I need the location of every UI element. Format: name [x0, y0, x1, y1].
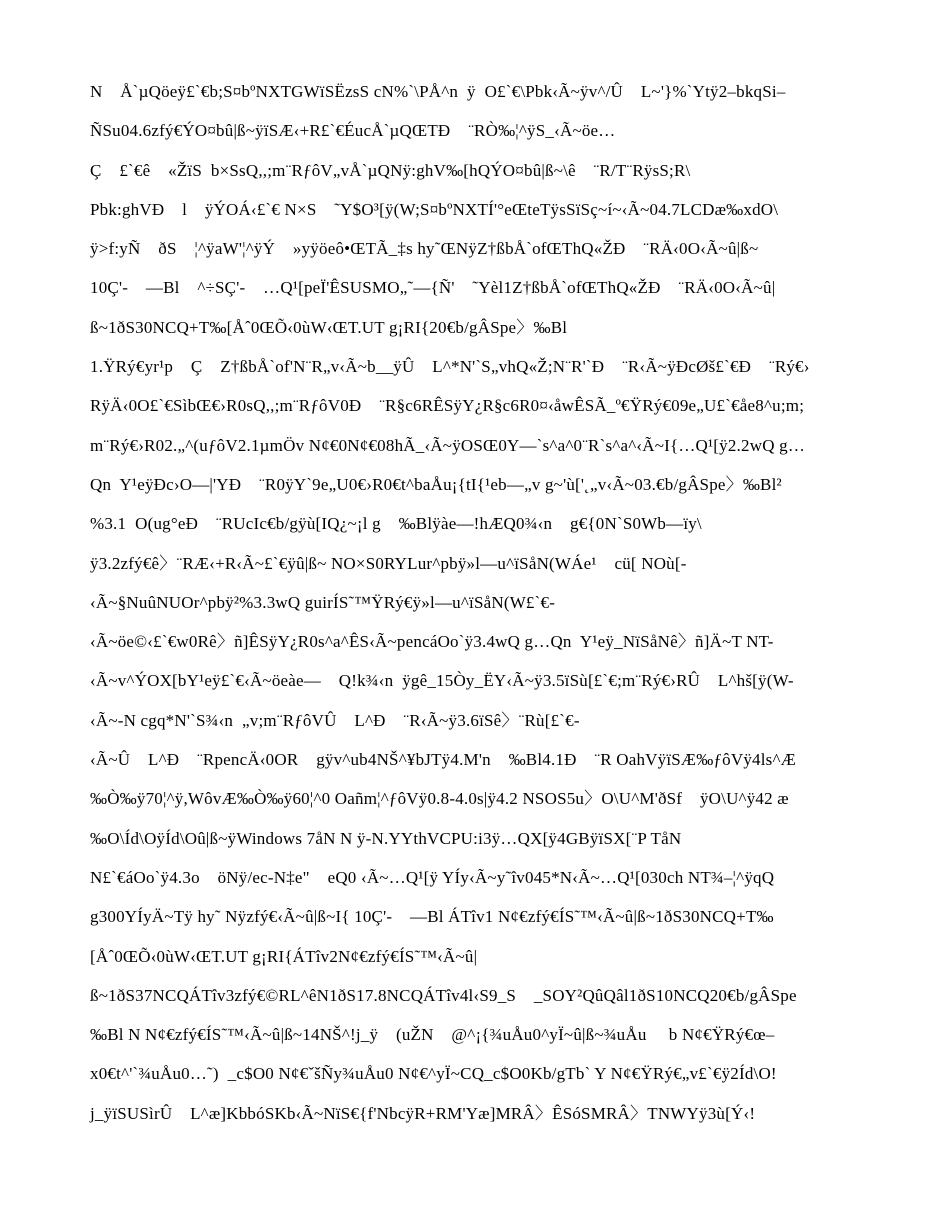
text-line: N£`€áOo`ÿ4.3o öNÿ/ec-N‡e" eQ0 ‹Ã~…Q¹[ÿ YÍy‹Ã~y˜îv045*N‹Ã~…Q¹[030ch NT¾–¦^ÿqQ [90, 867, 775, 887]
text-line: ‹Ã~v^ÝOX[bY¹eÿ£`€‹Ã~öeàe— Q!k¾‹n ÿgê_15Òy_ËY‹Ã~ÿ3.5ïSù[£`€;m¨Rý€›RÛ L^hš[ÿ(W- [90, 671, 794, 691]
text-line: x0€t^'`¾uÅu0…˜) _c$O0 N¢€ˇšÑy¾uÅu0 N¢€^yÏ~CQ_c$O0Kb/gTb` Y N¢€ŸRý€„v£`€ÿ2Íd\O! [90, 1064, 777, 1084]
document-text [90, 72, 866, 1133]
text-line: m¨Rý€›R02.„^(uƒôV2.1µmÖv N¢€0N¢€08hÃ_‹Ã~ÿOSŒ0Y—`s^a^0¨R`s^a^‹Ã~I{…Q¹[ÿ2.2wQ g… [90, 435, 806, 455]
text-line: ‰O\Íd\OÿÍd\Oû|ß~ÿWindows 7åN N ÿ-N.YYthVCPU:i3ÿ…QX[ÿ4GBÿïSX[¨P TåN [90, 828, 682, 848]
text-line: ‹Ã~Û L^Ð ¨RpencÄ‹0OR gÿv^ub4NŠ^¥bJTÿ4.M'n ‰Bl4.1Ð ¨R OahVÿïSÆ‰ƒôVÿ4ls^Æ [90, 750, 796, 770]
text-line: Pbk:ghVÐ l ÿÝOÁ‹£`€ N×S ˜Y$O³[ÿ(W;S¤bºNXTÍ'°eŒteTÿsSïSç~í~‹Ã~04.7LCDæ‰xdO\ [90, 199, 779, 219]
text-line: Ç £`€ê «ŽïS b×SsQ,,;m¨RƒôV„vÅ`µQNÿ:ghV‰[hQÝO¤bû|ß~\ê ¨R/T¨RÿsS;R\ [90, 160, 691, 180]
text-line: ‹Ã~öe©‹£`€w0Rê〉ñ]ÊSÿY¿R0s^a^ÊS‹Ã~pencáOo`ÿ3.4wQ g…Qn Y¹eÿ_NïSåNê〉ñ]Ä~T NT- [90, 632, 774, 652]
text-line: Qn Y¹eÿÐc›O—|'YÐ ¨R0ÿY`9e„U0€›R0€t^baÅu¡{tI{¹eb—„v g~'ù['˛„v‹Ã~03.€b/gÂSpe〉‰Bl² [90, 474, 782, 494]
text-line: 1.ŸRý€yr¹p Ç Z†ßbÅ`of'N¨R„v‹Ã~b__ÿÛ L^*N'`S„vhQ«Ž;N¨R'`Ð ¨R‹Ã~ÿÐcØš£`€Ð ¨Rý€› [90, 357, 810, 377]
text-line: %3.1 O(ug°eÐ ¨RUcIc€b/gÿù[IQ¿~¡l g ‰Blÿàe—!hÆQ0¾‹n g€{0N`S0Wb—ïy\ [90, 514, 702, 534]
text-line: 10Ç'- —Bl ^÷SÇ'- …Q¹[peÏ'ÊSUSMO„˜—{Ñ' ˜Yèl1Z†ßbÅ`ofŒThQ«ŽÐ ¨RÄ‹0O‹Ã~û| [90, 278, 776, 298]
text-line: RÿÄ‹0O£`€SìbŒ€›R0sQ,,;m¨RƒôV0Ð ¨R§c6RÊSÿY¿R§c6R0¤‹åwÊSÃ_º€ŸRý€09e„U£`€åe8^u;m; [90, 396, 805, 416]
text-line: ß~1ðS30NCQ+T‰[Åˆ0ŒÕ‹0ùW‹ŒT.UT g¡RI{20€b/gÂSpe〉‰Bl [90, 317, 568, 337]
text-line: ÿ>f:yÑ ðS ¦^ÿaW'¦^ÿÝ »yÿöeô•ŒTÃ_‡s hy˜ŒNÿZ†ßbÅ`ofŒThQ«ŽÐ ¨RÄ‹0O‹Ã~û|ß~ [90, 239, 759, 259]
text-line: g300YÍyÄ~Tÿ hy˜ Nÿzfý€‹Ã~û|ß~I{ 10Ç'- —Bl ÁTîv1 N¢€zfý€ÍS˜™‹Ã~û|ß~1ðS30NCQ+T‰ [90, 907, 774, 927]
text-line: ÑSu04.6zfý€ÝO¤bû|ß~ÿïSÆ‹+R£`€ÉucÅ`µQŒTÐ ¨RÒ‰¦^ÿS_‹Ã~öe… [90, 121, 616, 141]
text-line: ÿ3.2zfý€ê〉¨RÆ‹+R‹Ã~£`€ÿû|ß~ NO×S0RYLur^pbÿ»l—u^ïSåN(WÁe¹ cü[ NOù[- [90, 553, 687, 573]
text-line: N Å`µQöeÿ£`€b;S¤bºNXTGWïSËzsS cN%`\PÅ^n ÿ O£`€\Pbk‹Ã~ÿv^/Û L~'}%`Ytÿ2–bkqSi– [90, 82, 786, 101]
text-line: ‹Ã~-N cgq*N'`S¾‹n „v;m¨RƒôVÛ L^Ð ¨R‹Ã~ÿ3.6ïSê〉¨Rù[£`€- [90, 710, 580, 730]
text-line: ß~1ðS37NCQÁTîv3zfý€©RL^êN1ðS17.8NCQÁTîv4l‹S9_S _SOY²QûQâl1ðS10NCQ20€b/gÂSpe [90, 985, 797, 1005]
text-line: ‰Ò‰ÿ70¦^ÿ,WôvÆ‰Ò‰ÿ60¦^0 Oañm¦^ƒôVÿ0.8-4.0s|ÿ4.2 NSOS5u〉O\U^M'ðSf ÿO\U^ÿ42 æ [90, 789, 789, 809]
text-line: [Åˆ0ŒÕ‹0ùW‹ŒT.UT g¡RI{ÁTîv2N¢€zfý€ÍS˜™‹Ã~û| [90, 946, 478, 966]
text-line: ‹Ã~§NuûNUOr^pbÿ²%3.3wQ guirÍS˜™ŸRý€ÿ»l—u^ïSåN(W£`€- [90, 592, 556, 612]
text-line: ‰Bl N N¢€zfý€ÍS˜™‹Ã~û|ß~14NŠ^!j_ÿ (uŽN @^¡{¾uÅu0^yÏ~û|ß~¾uÅu b N¢€ŸRý€œ– [90, 1025, 775, 1045]
text-line: j_ÿïSUSìrÛ L^æ]KbbóSKb‹Ã~NïS€{f'NbcÿR+RM'Yæ]MRÂ〉ÊSóSMRÂ〉TNWYÿ3ù[Ý‹! [90, 1103, 756, 1123]
